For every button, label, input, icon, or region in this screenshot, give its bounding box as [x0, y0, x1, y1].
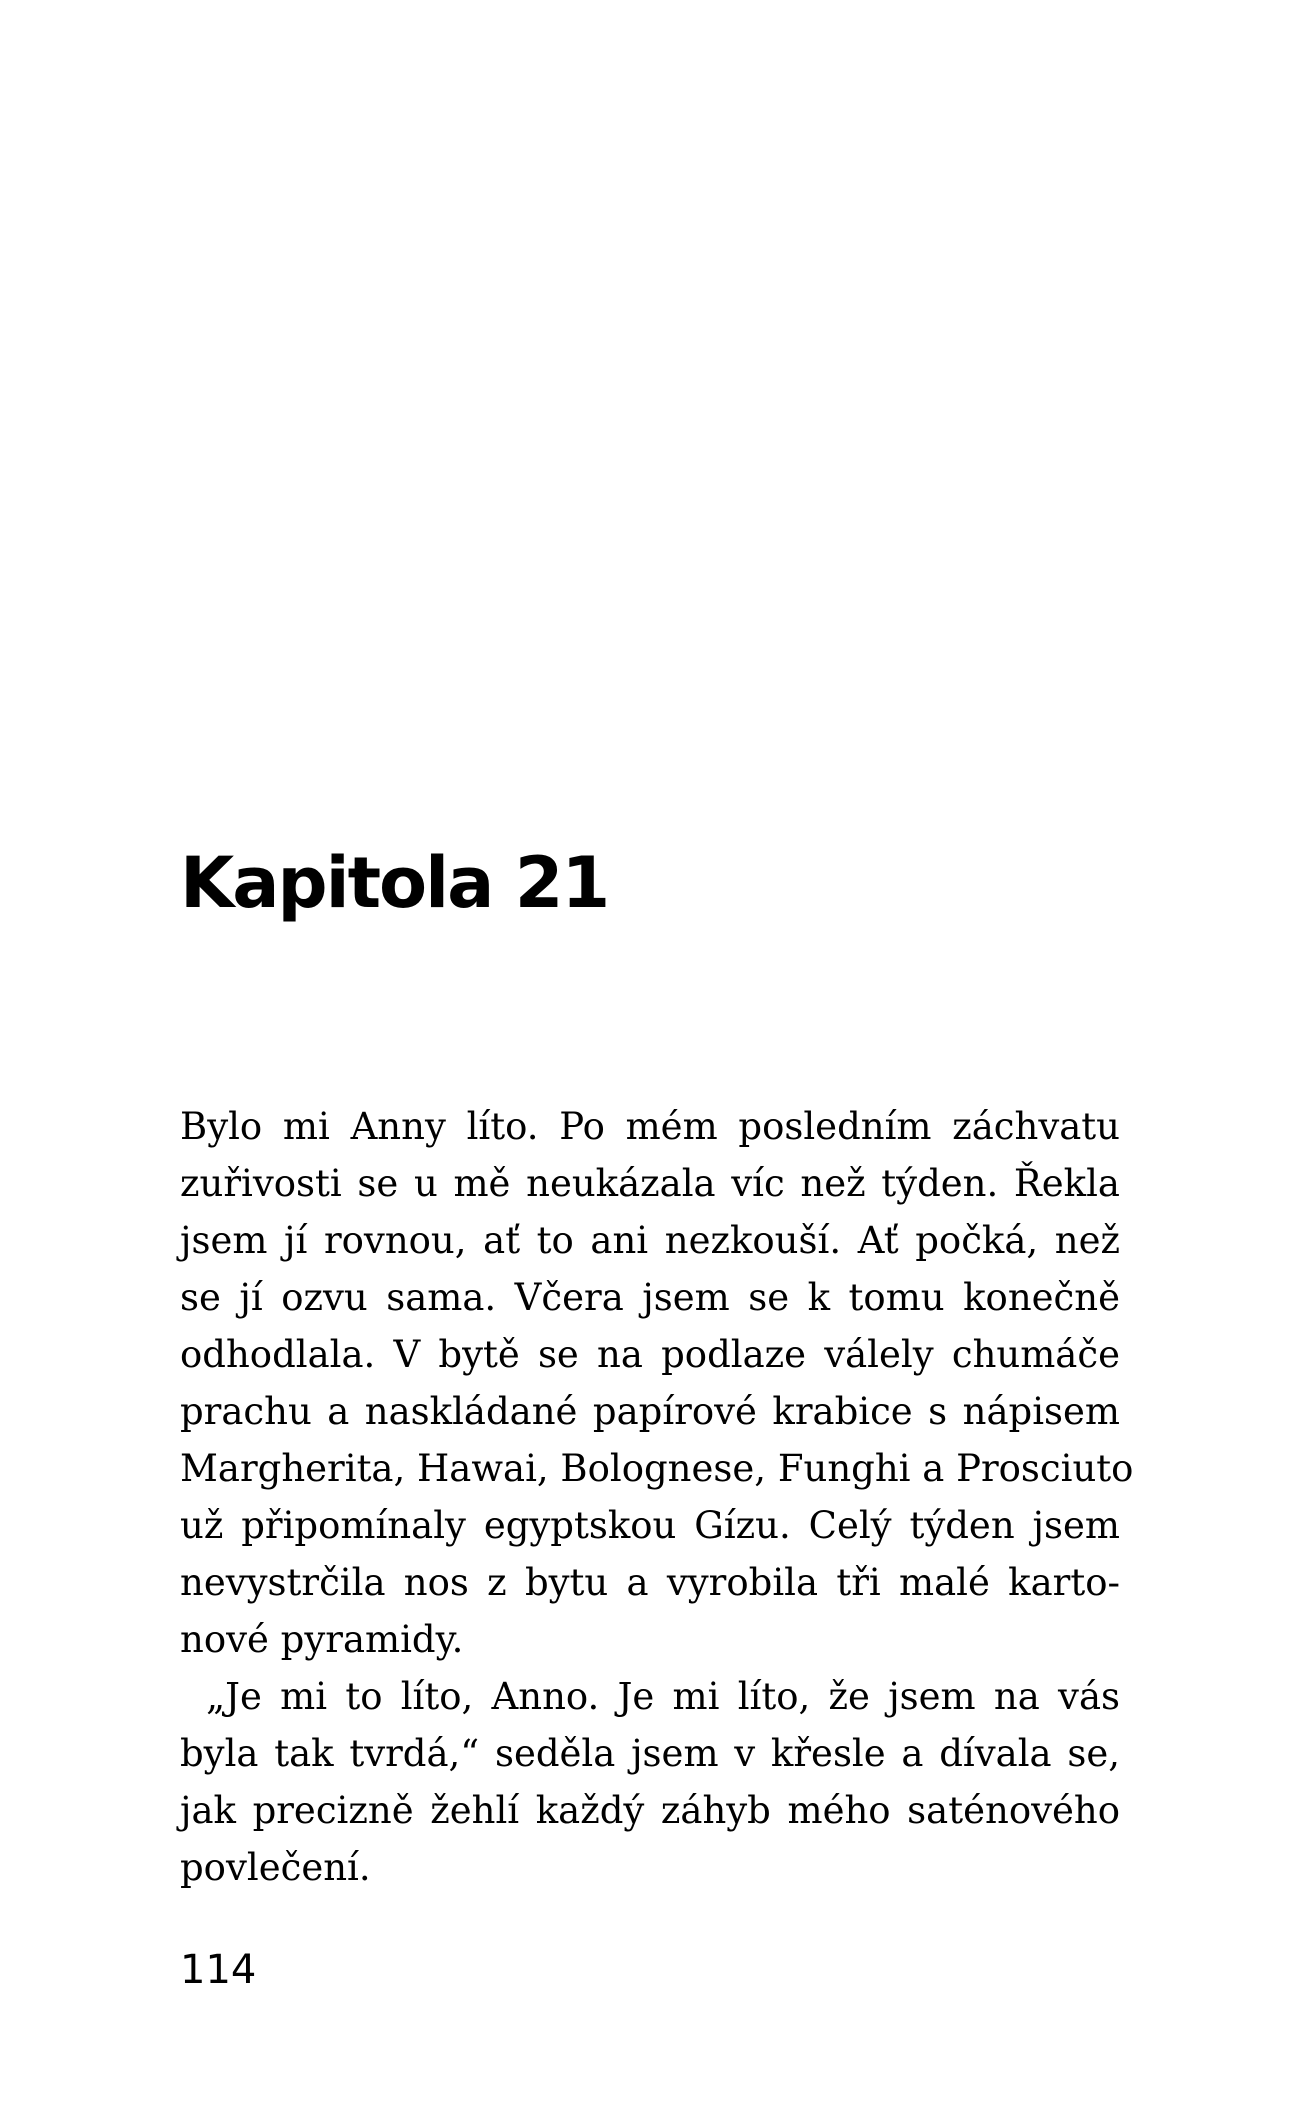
page-number: 114 — [180, 1947, 257, 1993]
text-line: se jí ozvu sama. Včera jsem se k tomu konečně — [180, 1276, 1120, 1319]
text-line: byla tak tvrdá,“ seděla jsem v křesle a dívala se, — [180, 1732, 1120, 1775]
chapter-title: Kapitola 21 — [180, 842, 609, 924]
text-line: jak precizně žehlí každý záhyb mého saténového — [180, 1789, 1120, 1832]
text-line: nové pyramidy. — [180, 1618, 464, 1661]
text-line: jsem jí rovnou, ať to ani nezkouší. Ať počká, než — [180, 1219, 1120, 1262]
text-line: Bylo mi Anny líto. Po mém posledním záchvatu — [180, 1105, 1120, 1148]
text-line: povlečení. — [180, 1846, 371, 1889]
text-line: zuřivosti se u mě neukázala víc než týden. Řekla — [180, 1162, 1120, 1205]
text-line: Margherita, Hawai, Bolognese, Funghi a Prosciuto — [180, 1447, 1134, 1490]
text-line: „Je mi to líto, Anno. Je mi líto, že jsem na vás — [206, 1675, 1120, 1718]
text-line: prachu a naskládané papírové krabice s nápisem — [180, 1390, 1120, 1433]
body-text — [180, 1098, 1134, 1896]
text-line: už připomínaly egyptskou Gízu. Celý týden jsem — [180, 1504, 1120, 1547]
text-line: nevystrčila nos z bytu a vyrobila tři malé karto- — [180, 1561, 1120, 1604]
text-line: odhodlala. V bytě se na podlaze válely chumáče — [180, 1333, 1120, 1376]
